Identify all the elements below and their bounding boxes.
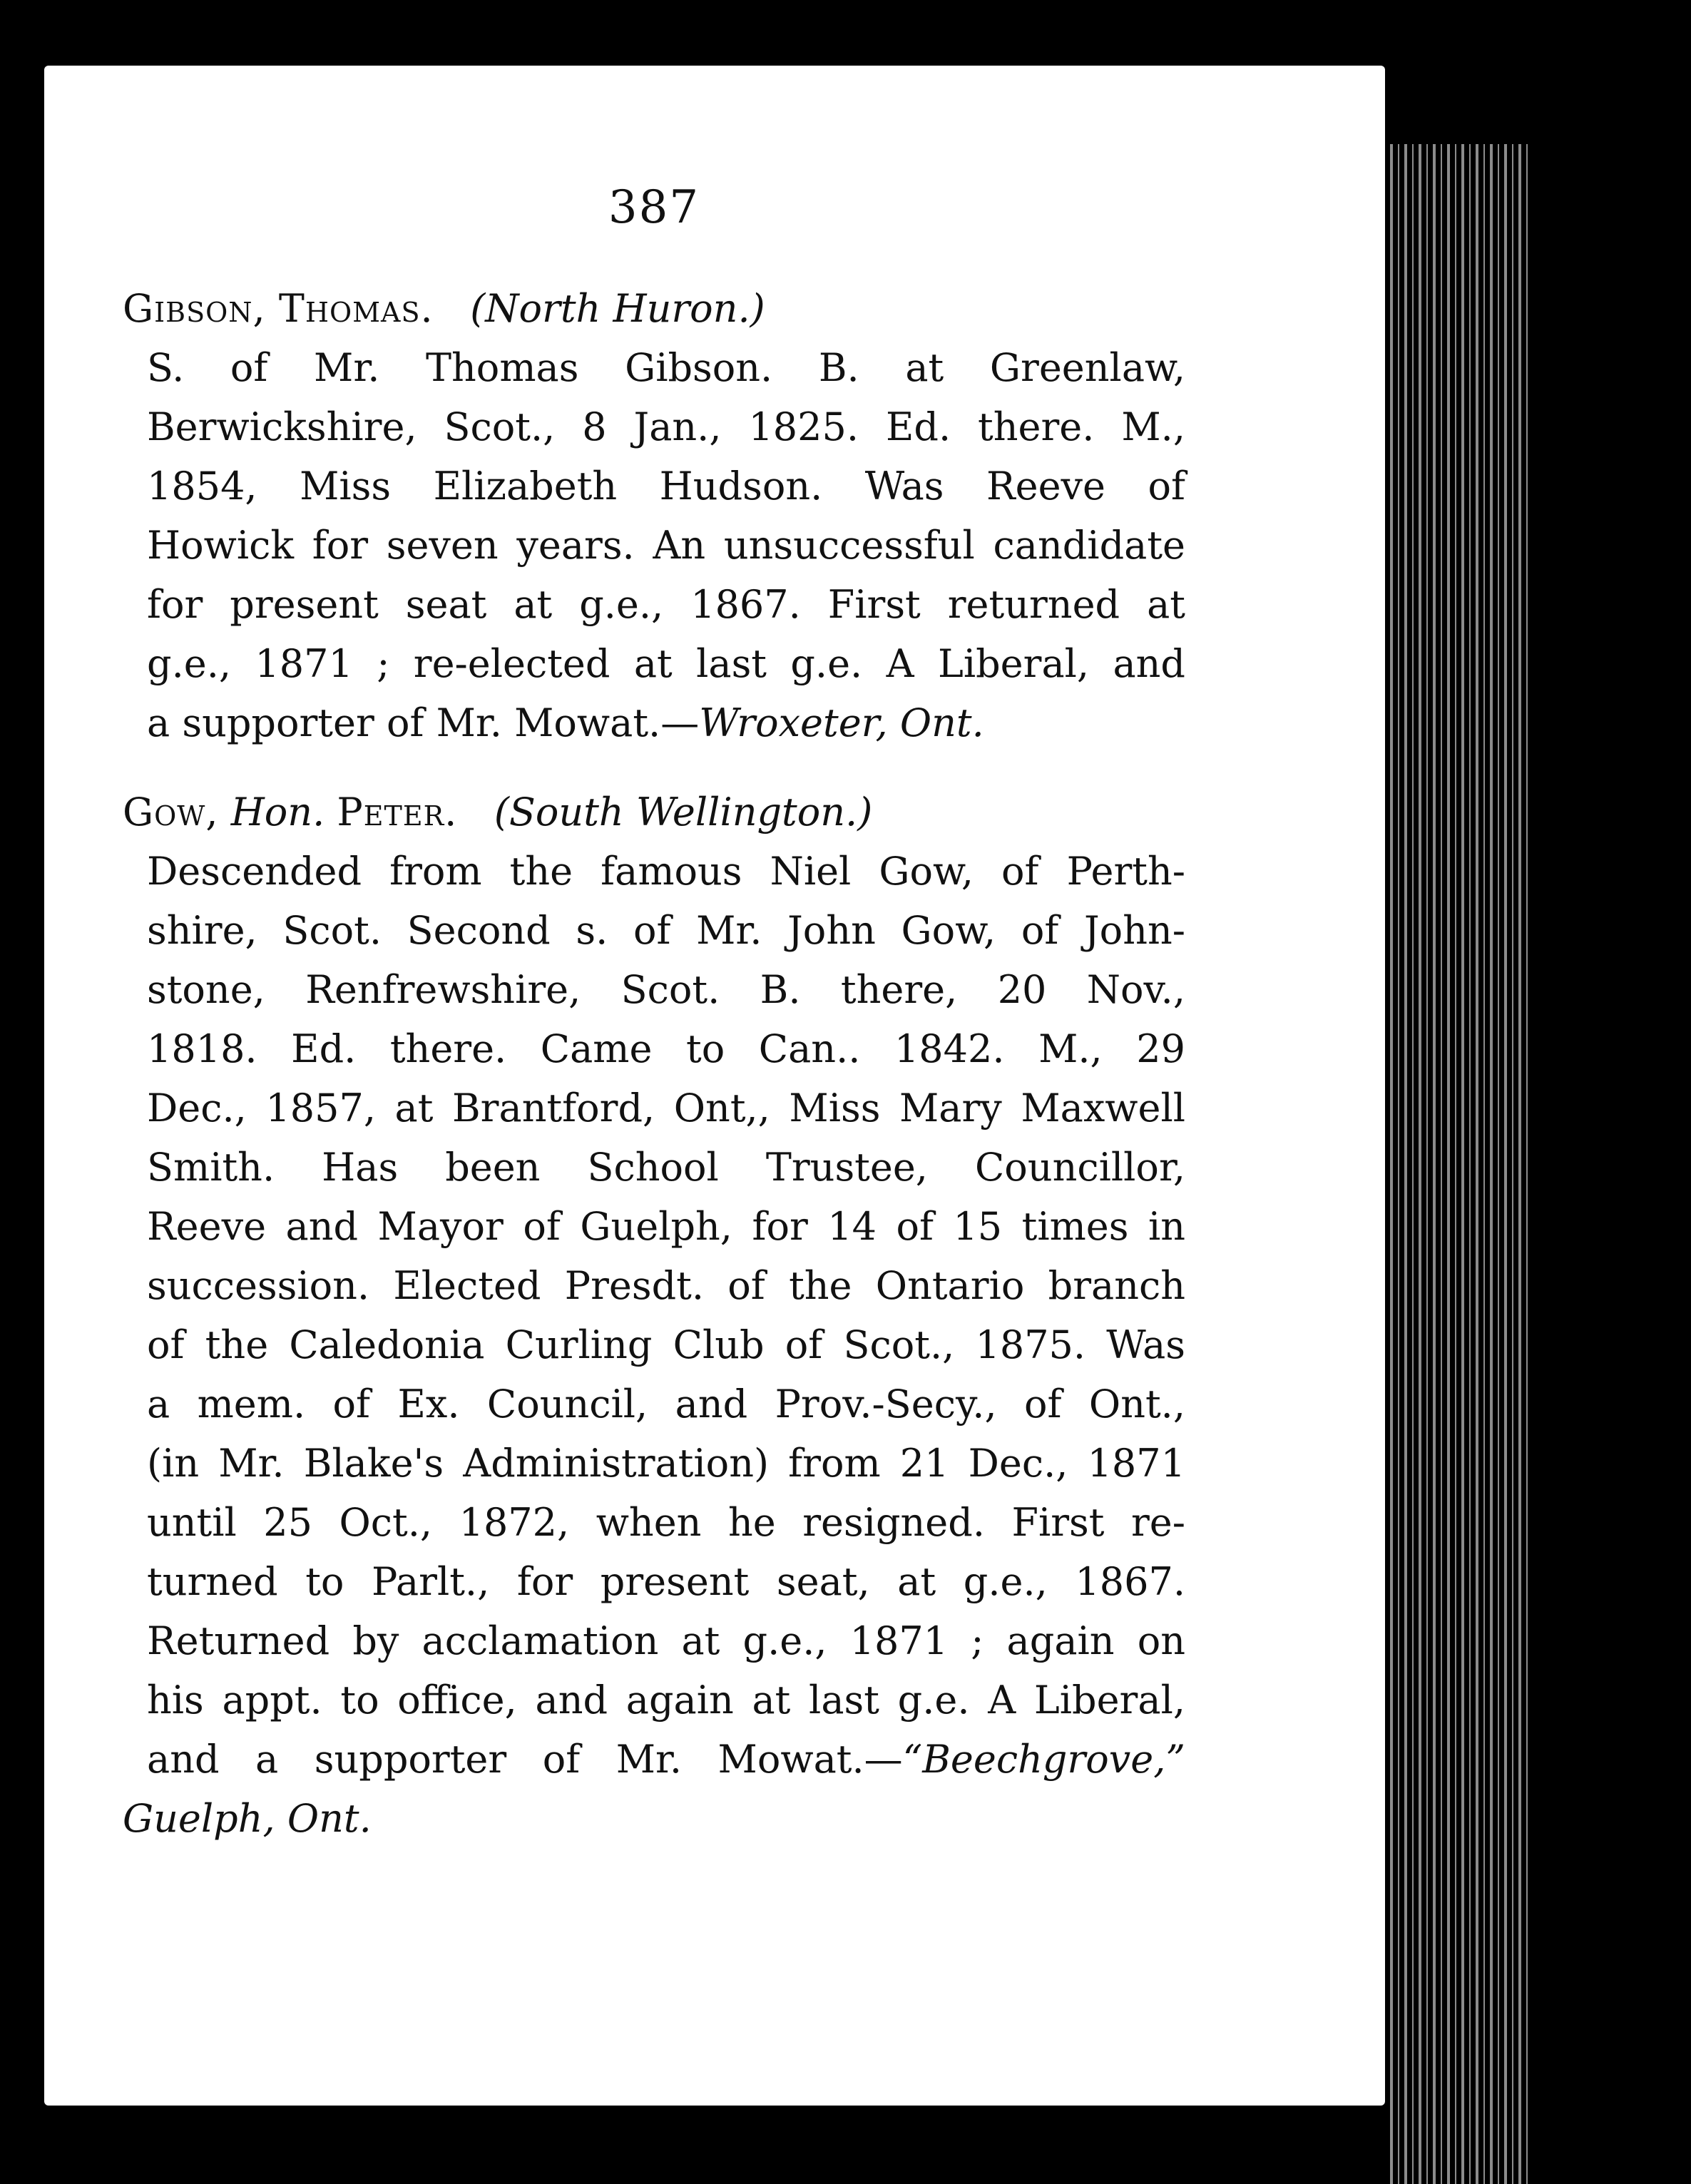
entry-heading-gow (123, 782, 1185, 842)
entry-address-line2: Guelph, Ont. (123, 1796, 372, 1841)
body-line: stone, Renfrewshire, Scot. B. there, 20 Nov., (147, 967, 1185, 1012)
body-line: until 25 Oct., 1872, when he resigned. First re- (147, 1500, 1185, 1545)
body-line: Howick for seven years. An unsuccessful candidate (147, 523, 1185, 568)
body-line: a supporter of Mr. Mowat.— (147, 700, 700, 745)
entry-heading-gibson (123, 279, 1185, 338)
body-line: of the Caledonia Curling Club of Scot., 1875. Was (147, 1322, 1185, 1367)
body-line: his appt. to office, and again at last g.e. A Liberal, (147, 1678, 1185, 1723)
entry-title: Hon. (230, 790, 325, 835)
body-line: g.e., 1871 ; re-elected at last g.e. A Liberal, and (147, 641, 1185, 686)
body-line: and a supporter of Mr. Mowat.— (147, 1737, 903, 1782)
body-line: turned to Parlt., for present seat, at g.e., 1867. (147, 1559, 1185, 1604)
body-line: 1854, Miss Elizabeth Hudson. Was Reeve of (147, 464, 1185, 509)
page-edge-speckle (1385, 144, 1528, 2184)
entry-address: Wroxeter, Ont. (699, 700, 984, 745)
body-line-final (123, 693, 1185, 752)
body-line: shire, Scot. Second s. of Mr. John Gow, of John- (147, 908, 1185, 953)
entry-body-gow (123, 842, 1185, 1848)
entry-body-gibson (123, 338, 1185, 752)
body-line: Smith. Has been School Trustee, Councillor, (147, 1145, 1185, 1190)
body-line-with-address (123, 1730, 1185, 1789)
page-number: 387 (608, 181, 700, 234)
entry-name-rest: Peter. (337, 790, 458, 835)
body-line: 1818. Ed. there. Came to Can.. 1842. M., 29 (147, 1026, 1185, 1071)
entry-address: “Beechgrove,” (902, 1737, 1185, 1782)
body-line: S. of Mr. Thomas Gibson. B. at Greenlaw, (147, 345, 1185, 390)
page-text (123, 178, 1185, 1848)
body-line: Reeve and Mayor of Guelph, for 14 of 15 times in (147, 1204, 1185, 1249)
body-line: Dec., 1857, at Brantford, Ont,, Miss Mary Maxwell (147, 1086, 1185, 1131)
body-line: Berwickshire, Scot., 8 Jan., 1825. Ed. there. M., (147, 404, 1185, 449)
body-line: Descended from the famous Niel Gow, of Perth- (147, 849, 1185, 894)
entry-riding: (North Huron.) (470, 286, 765, 331)
entry-riding: (South Wellington.) (494, 790, 873, 835)
entry-name: Gibson, Thomas. (123, 286, 434, 331)
body-line: a mem. of Ex. Council, and Prov.-Secy., of Ont., (147, 1382, 1185, 1427)
body-line: for present seat at g.e., 1867. First returned at (147, 582, 1185, 627)
body-line: succession. Elected Presdt. of the Ontario branch (147, 1263, 1185, 1308)
body-line: Returned by acclamation at g.e., 1871 ; again on (147, 1618, 1185, 1663)
body-line: (in Mr. Blake's Administration) from 21 Dec., 1871 (147, 1441, 1185, 1486)
entry-name: Gow, (123, 790, 219, 835)
